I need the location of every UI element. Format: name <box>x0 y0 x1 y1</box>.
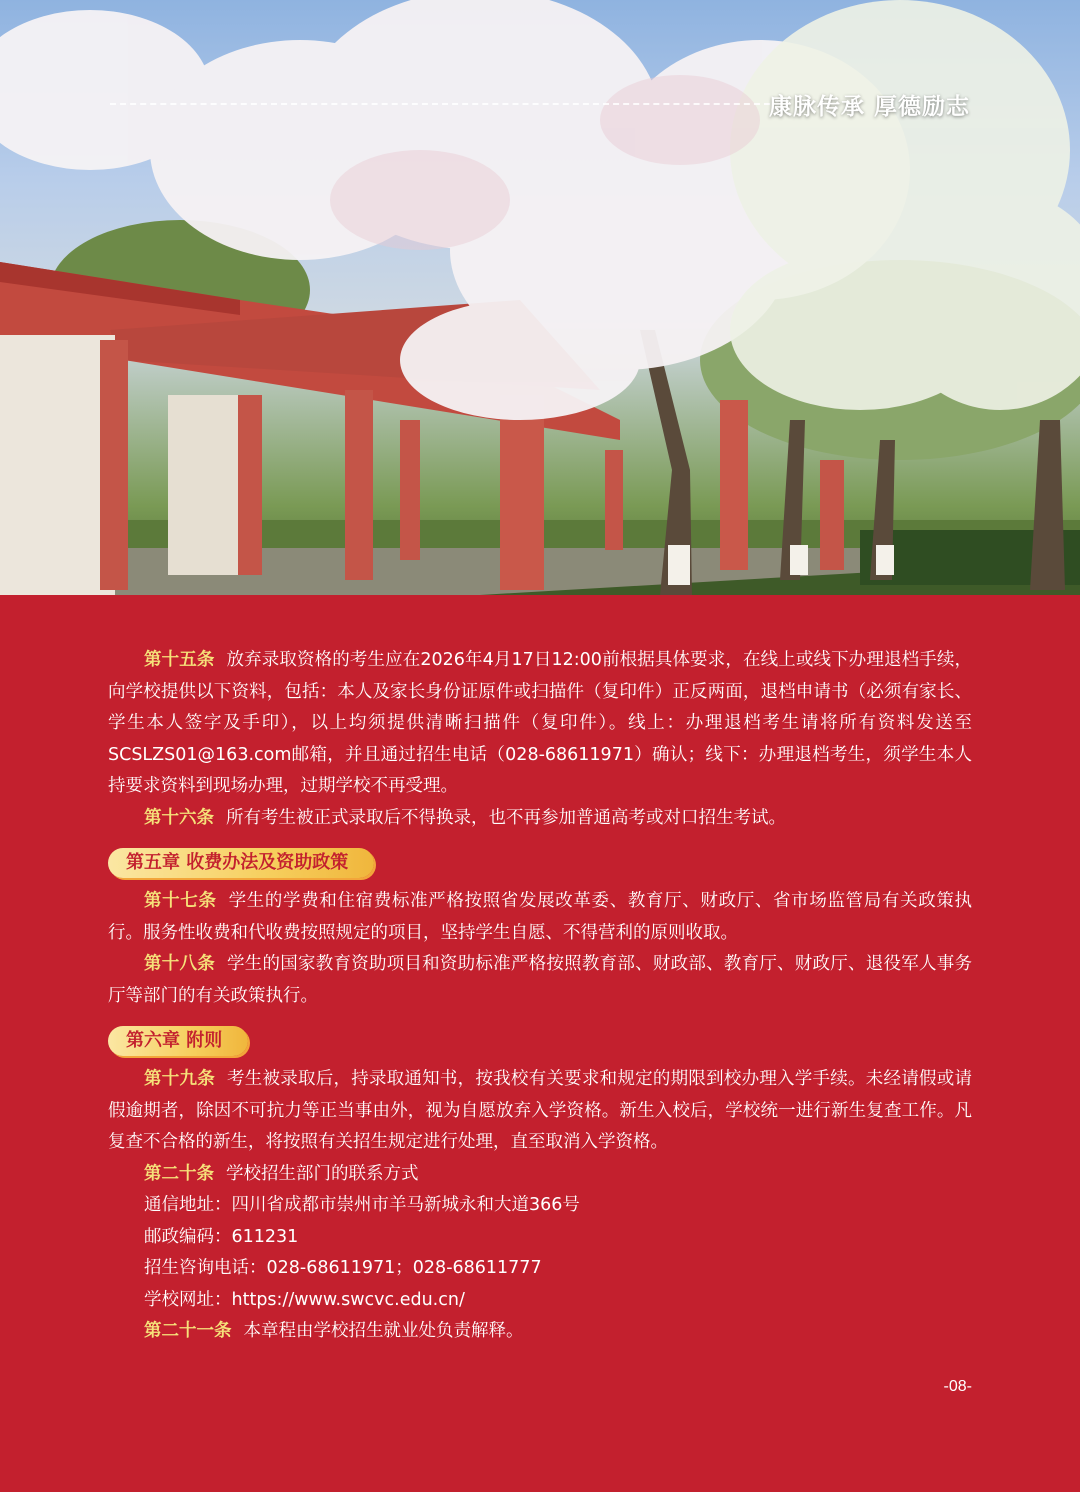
article-label: 第二十条 <box>144 1163 214 1184</box>
article-label: 第二十一条 <box>144 1321 232 1341</box>
article-label: 第十七条 <box>144 891 217 911</box>
article-16 <box>108 803 972 835</box>
article-21 <box>108 1316 972 1348</box>
chapter-5-heading: 第五章 收费办法及资助政策 <box>108 848 374 878</box>
article-text: 学校招生部门的联系方式 <box>226 1163 419 1184</box>
article-label: 第十九条 <box>144 1069 215 1089</box>
article-text: 本章程由学校招生就业处负责解释。 <box>243 1321 524 1341</box>
article-text: 所有考生被正式录取后不得换录，也不再参加普通高考或对口招生考试。 <box>226 807 786 828</box>
article-19 <box>108 1064 972 1159</box>
article-label: 第十五条 <box>144 650 215 670</box>
page-number: -08- <box>943 1378 972 1395</box>
article-text: 学生的国家教育资助项目和资助标准严格按照教育部、财政部、教育厅、财政厅、退役军人事务厅等部门的有关政策执行。 <box>108 954 973 1006</box>
article-18 <box>108 949 972 1012</box>
chapter-6-heading: 第六章 附则 <box>108 1026 248 1056</box>
article-label: 第十八条 <box>144 954 215 974</box>
article-text: 放弃录取资格的考生应在2026年4月17日12:00前根据具体要求，在线上或线下办理退档手续，向学校提供以下资料，包括：本人及家长身份证原件或扫描件（复印件）正反两面，退档申请书（必须有家长、学生本人签字及手印），以上均须提供清晰扫描件（复印件）。线上：办理退档考生请将所有资料发送至SCSLZS01@163.com邮箱，并且通过招生电话（028-68611971）确认；线下：办理退档考生，须学生本人持要求资料到现场办理，过期学校不再受理。 <box>108 650 973 796</box>
campus-photo <box>0 0 1080 595</box>
contact-postcode: 邮政编码：611231 <box>144 1226 299 1247</box>
regulations-content <box>108 645 972 1348</box>
article-15 <box>108 645 972 803</box>
contact-website: 学校网址：https://www.swcvc.edu.cn/ <box>144 1289 465 1310</box>
contact-phone: 招生咨询电话：028-68611971；028-68611777 <box>144 1258 542 1278</box>
contact-address: 通信地址：四川省成都市崇州市羊马新城永和大道366号 <box>144 1195 580 1215</box>
motto-divider <box>110 103 770 105</box>
article-20 <box>108 1159 972 1191</box>
article-label: 第十六条 <box>144 807 214 828</box>
article-17 <box>108 886 972 949</box>
article-text: 学生的学费和住宿费标准严格按照省发展改革委、教育厅、财政厅、省市场监管局有关政策执行。服务性收费和代收费按照规定的项目，坚持学生自愿、不得营利的原则收取。 <box>108 891 972 943</box>
article-text: 考生被录取后，持录取通知书，按我校有关要求和规定的期限到校办理入学手续。未经请假或请假逾期者，除因不可抗力等正当事由外，视为自愿放弃入学资格。新生入校后，学校统一进行新生复查工作。凡复查不合格的新生，将按照有关招生规定进行处理，直至取消入学资格。 <box>108 1069 973 1152</box>
school-motto: 康脉传承 厚德励志 <box>768 94 970 120</box>
